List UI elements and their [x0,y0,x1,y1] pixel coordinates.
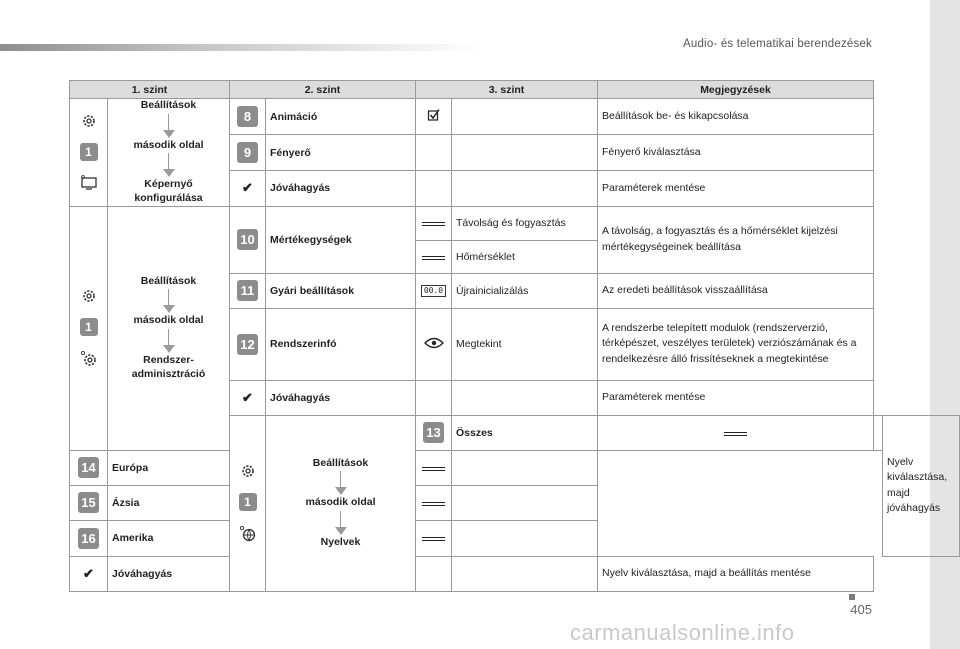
option-cell [874,415,883,450]
down-arrow-icon [270,471,411,495]
note-cell: A távolság, a fogyasztás és a hőmérséklet kijelzési mértékegységeinek beállítása [598,206,874,273]
symbol-cell [416,206,452,240]
option-cell [452,380,598,415]
step-number-cell [230,206,266,273]
feature-label: Jóváhagyás [266,380,416,415]
option-bar-icon [422,256,445,260]
feature-label: Amerika [108,520,230,556]
level1-icons-cell [70,99,108,207]
step-number-cell [70,450,108,485]
note-cell: Paraméterek mentése [598,171,874,206]
option-cell: Hőmérséklet [452,240,598,273]
step-number-cell [230,308,266,380]
step-badge: 9 [237,142,258,163]
symbol-cell [416,273,452,308]
option-bar-icon [422,502,445,506]
path-step: Beállítások [140,99,197,111]
checkbox-icon [427,108,441,122]
symbol-cell [416,99,452,135]
option-cell [452,556,598,591]
level1-path-cell [266,415,416,591]
path-step: Rendszer-adminisztráció [131,354,206,380]
step-badge: 8 [237,106,258,127]
level1-icons-cell [230,415,266,591]
option-cell [452,99,598,135]
option-cell: Újrainicializálás [452,273,598,308]
table-row [70,206,960,240]
checkmark-icon: ✔ [242,180,253,196]
page-marker [849,594,855,600]
table-row [70,556,960,591]
system-settings-icon [80,350,98,368]
table-row [70,485,960,520]
feature-label: Fényerő [266,135,416,171]
step-badge: 16 [78,528,99,549]
symbol-cell [416,380,452,415]
table-row [70,99,960,135]
step-number-cell [416,415,452,450]
note-cell: Az eredeti beállítások visszaállítása [598,273,874,308]
header-gradient-bar [0,44,480,51]
path-step: Beállítások [312,456,369,469]
down-arrow-icon [112,114,225,138]
note-cell: Paraméterek mentése [598,380,874,415]
language-icon [239,525,257,543]
feature-label: Animáció [266,99,416,135]
screen-config-icon [80,175,98,191]
path-step: Beállítások [140,274,197,287]
feature-label: Gyári beállítások [266,273,416,308]
step-badge: 1 [80,143,98,161]
feature-label: Jóváhagyás [266,171,416,206]
settings-table [69,80,960,592]
note-cell: Nyelv kiválasztása, majd jóváhagyás [883,415,960,556]
option-bar-icon [724,432,747,436]
note-cell: Fényerő kiválasztása [598,135,874,171]
eye-icon [424,337,444,349]
note-cell: Nyelv kiválasztása, majd a beállítás mentése [598,556,874,591]
note-cell: Beállítások be- és kikapcsolása [598,99,874,135]
path-step: Képernyő konfigurálása [134,178,203,204]
option-cell [452,171,598,206]
down-arrow-icon [112,329,225,353]
col-header-level2: 2. szint [230,81,416,99]
header-title: Audio- és telematikai berendezések [683,38,872,50]
col-header-level1: 1. szint [70,81,230,99]
step-number-cell [230,273,266,308]
note-cell: A rendszerbe telepített modulok (rendszerverzió, térképészet, veszélyes területek) verziószámának és a rendelkezésre álló frissítéseknek a megtekintése [598,308,874,380]
step-badge: 15 [78,492,99,513]
option-cell [452,485,598,520]
symbol-cell [416,308,452,380]
step-number-cell [70,485,108,520]
gear-icon [81,113,97,129]
symbol-cell [416,135,452,171]
level1-path-cell [108,99,230,207]
checkmark-icon: ✔ [242,389,253,405]
symbol-cell [598,415,874,450]
option-bar-icon [422,537,445,541]
step-badge: 12 [237,334,258,355]
feature-label: Európa [108,450,230,485]
check-cell [70,556,108,591]
option-cell [452,520,598,556]
feature-label: Ázsia [108,485,230,520]
feature-label: Mértékegységek [266,206,416,273]
option-cell: Megtekint [452,308,598,380]
symbol-cell [416,240,452,273]
option-bar-icon [422,222,445,226]
step-badge: 1 [80,318,98,336]
step-number-cell [230,99,266,135]
step-badge: 11 [237,280,258,301]
symbol-cell [416,450,452,485]
col-header-notes: Megjegyzések [598,81,874,99]
step-badge: 13 [423,422,444,443]
step-badge: 14 [78,457,99,478]
symbol-cell [416,171,452,206]
path-step: második oldal [133,138,204,151]
option-cell [452,135,598,171]
down-arrow-icon [270,511,411,535]
step-number-cell [230,135,266,171]
table-header-row [70,81,960,99]
table-row [70,520,960,556]
check-cell [230,171,266,206]
path-step: második oldal [305,496,376,509]
path-step: második oldal [133,314,204,327]
path-step: Nyelvek [320,535,361,548]
down-arrow-icon [112,289,225,313]
level1-path-cell [108,206,230,450]
symbol-cell [416,520,452,556]
page-number: 405 [850,602,872,617]
gear-icon [240,463,256,479]
check-cell [230,380,266,415]
option-bar-icon [422,467,445,471]
symbol-cell [416,485,452,520]
col-header-level3: 3. szint [416,81,598,99]
symbol-cell [416,556,452,591]
step-badge: 10 [237,229,258,250]
checkmark-icon: ✔ [83,565,94,581]
feature-label: Jóváhagyás [108,556,230,591]
feature-label: Rendszerinfó [266,308,416,380]
step-badge: 1 [239,493,257,511]
watermark: carmanualsonline.info [570,620,795,645]
feature-label: Összes [452,415,598,450]
table-row [70,450,960,485]
reset-value-icon: 00.0 [421,285,446,297]
option-cell [452,450,598,485]
level1-icons-cell [70,206,108,450]
option-cell: Távolság és fogyasztás [452,206,598,240]
down-arrow-icon [112,153,225,177]
step-number-cell [70,520,108,556]
gear-icon [81,288,97,304]
